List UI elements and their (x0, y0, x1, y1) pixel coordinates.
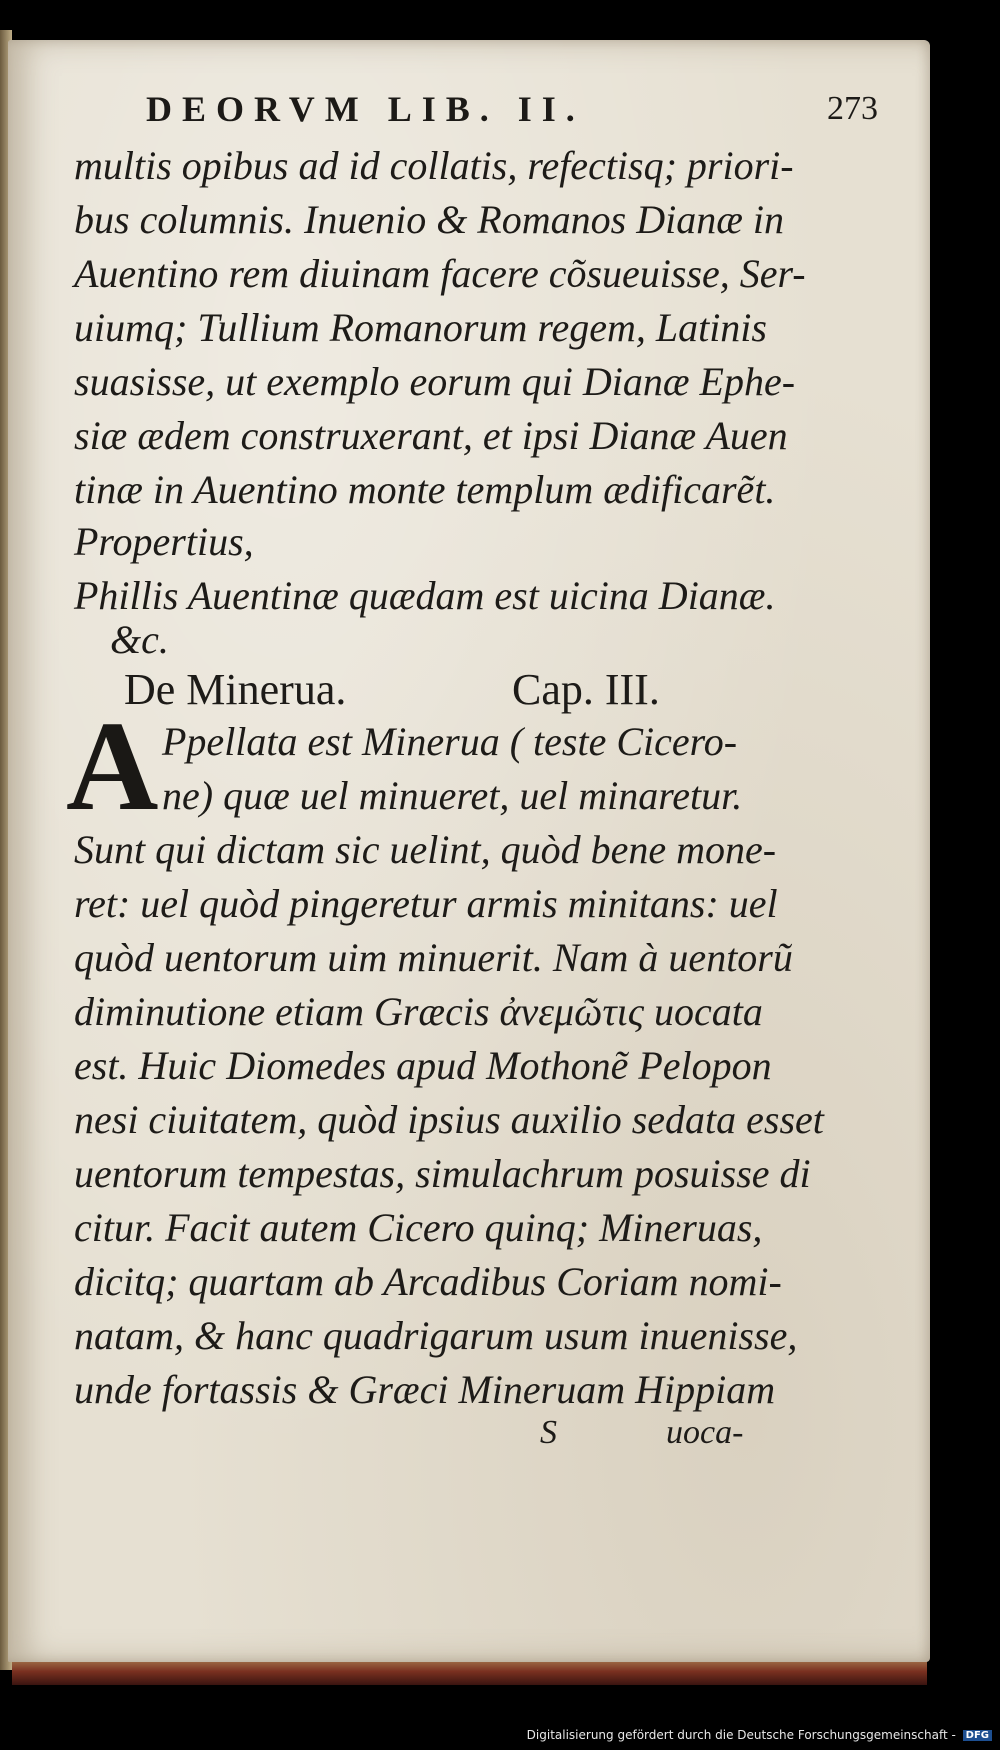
text-line: Propertius, (74, 519, 254, 564)
text-line: suasisse, ut exemplo eorum qui Dianæ Ephe- (74, 359, 796, 404)
footer-text: Digitalisierung gefördert durch die Deutsche Forschungsgemeinschaft - (526, 1728, 956, 1742)
text-line: nesi ciuitatem, quòd ipsius auxilio sedata esset (74, 1097, 824, 1142)
text-line: &c. (110, 617, 169, 662)
dfg-logo-icon: DFG (963, 1730, 992, 1741)
text-line: siæ ædem construxerant, et ipsi Dianæ Auen (74, 413, 788, 458)
text-line: natam, & hanc quadrigarum usum inuenisse, (74, 1313, 798, 1358)
text-line: Auentino rem diuinam facere cõsueuisse, Ser- (74, 251, 806, 296)
text-line: uiumq; Tullium Romanorum regem, Latinis (74, 305, 767, 350)
verse-quotation: Phillis Auentinæ quædam est uicina Dianæ. (74, 573, 776, 618)
running-head-title: DEORVM LIB. II. (146, 89, 585, 129)
text-line: Sunt qui dictam sic uelint, quòd bene mone- (74, 827, 777, 872)
chapter-number: Cap. III. (512, 665, 660, 714)
text-line: uentorum tempestas, simulachrum posuisse di (74, 1151, 811, 1196)
text-line: ne) quæ uel minueret, uel minaretur. (162, 773, 743, 818)
text-line: Ppellata est Minerua ( teste Cicero- (162, 719, 738, 764)
text-line: quòd uentorum uim minuerit. Nam à uentorũ (74, 935, 793, 980)
text-line: ret: uel quòd pingeretur armis minitans: uel (74, 881, 778, 926)
text-line: dicitq; quartam ab Arcadibus Coriam nomi- (74, 1259, 782, 1304)
text-line: citur. Facit autem Cicero quinq; Mineruas, (74, 1205, 763, 1250)
running-head (146, 88, 886, 134)
chapter-title: De Minerua. (124, 665, 347, 714)
drop-cap-initial: A (66, 695, 159, 837)
text-line: est. Huic Diomedes apud Mothonẽ Pelopon (74, 1043, 772, 1088)
text-line: bus columnis. Inuenio & Romanos Dianæ in (74, 197, 784, 242)
text-line: tinæ in Auentino monte templum ædificarẽt. (74, 467, 776, 512)
page-number: 273 (827, 90, 878, 127)
catchword: uoca- (666, 1414, 744, 1451)
signature-mark: S (540, 1414, 557, 1451)
funding-footer (527, 1728, 992, 1742)
text-line: unde fortassis & Græci Mineruam Hippiam (74, 1367, 776, 1412)
text-line: multis opibus ad id collatis, refectisq; priori- (74, 143, 794, 188)
text-line: diminutione etiam Græcis ἀνεμῶτις uocata (74, 989, 763, 1034)
